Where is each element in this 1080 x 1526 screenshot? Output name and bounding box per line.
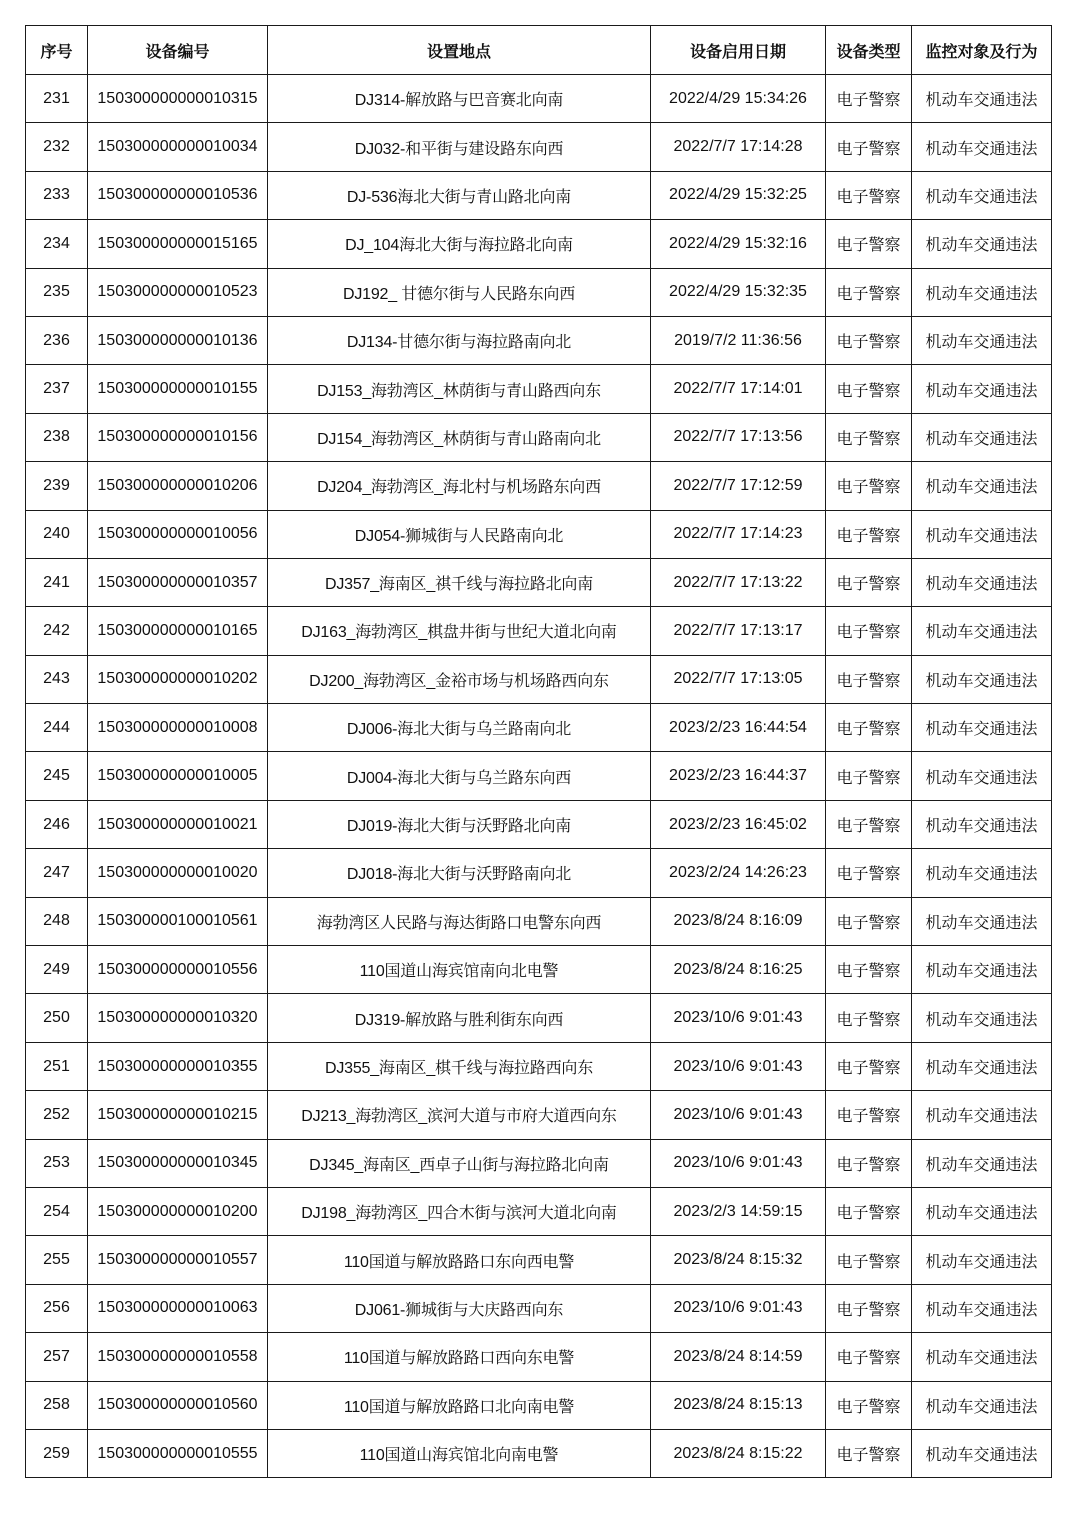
location-cell: DJ319-解放路与胜利街东向西	[268, 994, 651, 1042]
device-type-cell: 电子警察	[826, 510, 912, 558]
serial-number-cell: 242	[26, 607, 88, 655]
device-type-cell: 电子警察	[826, 752, 912, 800]
device-id-cell: 150300000000010020	[88, 849, 268, 897]
device-type-cell: 电子警察	[826, 75, 912, 123]
table-row	[26, 220, 1052, 268]
monitor-target-cell: 机动车交通违法	[912, 75, 1052, 123]
serial-number-cell: 247	[26, 849, 88, 897]
device-type-cell: 电子警察	[826, 994, 912, 1042]
location-cell: DJ018-海北大街与沃野路南向北	[268, 849, 651, 897]
enable-date-cell: 2022/7/7 17:14:01	[651, 365, 826, 413]
enable-date-cell: 2023/2/24 14:26:23	[651, 849, 826, 897]
location-cell: DJ004-海北大街与乌兰路东向西	[268, 752, 651, 800]
table-row	[26, 800, 1052, 848]
location-cell: DJ_104海北大街与海拉路北向南	[268, 220, 651, 268]
location-cell: DJ-536海北大街与青山路北向南	[268, 171, 651, 219]
monitor-target-cell: 机动车交通违法	[912, 1381, 1052, 1429]
monitor-target-cell: 机动车交通违法	[912, 1139, 1052, 1187]
device-id-cell: 150300000000010558	[88, 1333, 268, 1381]
device-id-cell: 150300000000010345	[88, 1139, 268, 1187]
enable-date-cell: 2023/8/24 8:15:22	[651, 1429, 826, 1477]
device-id-cell: 150300000000010136	[88, 316, 268, 364]
serial-number-cell: 238	[26, 413, 88, 461]
monitor-target-cell: 机动车交通违法	[912, 1091, 1052, 1139]
monitor-target-cell: 机动车交通违法	[912, 994, 1052, 1042]
monitor-target-cell: 机动车交通违法	[912, 752, 1052, 800]
device-type-cell: 电子警察	[826, 1284, 912, 1332]
device-id-cell: 150300000000010200	[88, 1187, 268, 1235]
device-id-cell: 150300000000010536	[88, 171, 268, 219]
serial-number-cell: 234	[26, 220, 88, 268]
location-cell: DJ163_海勃湾区_棋盘井街与世纪大道北向南	[268, 607, 651, 655]
location-cell: 110国道与解放路路口西向东电警	[268, 1333, 651, 1381]
serial-number-cell: 233	[26, 171, 88, 219]
serial-number-cell: 239	[26, 462, 88, 510]
monitor-target-cell: 机动车交通违法	[912, 1187, 1052, 1235]
device-table	[25, 25, 1052, 1478]
device-type-cell: 电子警察	[826, 123, 912, 171]
enable-date-cell: 2022/4/29 15:32:35	[651, 268, 826, 316]
table-header-row	[26, 26, 1052, 75]
serial-number-cell: 256	[26, 1284, 88, 1332]
enable-date-cell: 2022/7/7 17:14:23	[651, 510, 826, 558]
header-serial-number: 序号	[26, 26, 88, 75]
serial-number-cell: 250	[26, 994, 88, 1042]
enable-date-cell: 2019/7/2 11:36:56	[651, 316, 826, 364]
device-id-cell: 150300000000010320	[88, 994, 268, 1042]
monitor-target-cell: 机动车交通违法	[912, 123, 1052, 171]
device-id-cell: 150300000000010557	[88, 1236, 268, 1284]
device-id-cell: 150300000000010034	[88, 123, 268, 171]
table-row	[26, 1429, 1052, 1477]
monitor-target-cell: 机动车交通违法	[912, 704, 1052, 752]
serial-number-cell: 259	[26, 1429, 88, 1477]
location-cell: DJ355_海南区_棋千线与海拉路西向东	[268, 1042, 651, 1090]
location-cell: DJ314-解放路与巴音赛北向南	[268, 75, 651, 123]
location-cell: DJ054-狮城街与人民路南向北	[268, 510, 651, 558]
table-row	[26, 75, 1052, 123]
location-cell: 110国道与解放路路口东向西电警	[268, 1236, 651, 1284]
location-cell: 海勃湾区人民路与海达街路口电警东向西	[268, 897, 651, 945]
device-type-cell: 电子警察	[826, 655, 912, 703]
monitor-target-cell: 机动车交通违法	[912, 558, 1052, 606]
enable-date-cell: 2022/7/7 17:13:22	[651, 558, 826, 606]
device-id-cell: 150300000000010523	[88, 268, 268, 316]
serial-number-cell: 246	[26, 800, 88, 848]
device-type-cell: 电子警察	[826, 800, 912, 848]
serial-number-cell: 248	[26, 897, 88, 945]
monitor-target-cell: 机动车交通违法	[912, 1333, 1052, 1381]
device-id-cell: 150300000000010056	[88, 510, 268, 558]
location-cell: 110国道与解放路路口北向南电警	[268, 1381, 651, 1429]
table-row	[26, 268, 1052, 316]
location-cell: DJ153_海勃湾区_林荫街与青山路西向东	[268, 365, 651, 413]
enable-date-cell: 2023/2/23 16:45:02	[651, 800, 826, 848]
table-body	[26, 75, 1052, 1478]
enable-date-cell: 2023/8/24 8:15:13	[651, 1381, 826, 1429]
device-id-cell: 150300000000010156	[88, 413, 268, 461]
device-type-cell: 电子警察	[826, 316, 912, 364]
location-cell: 110国道山海宾馆北向南电警	[268, 1429, 651, 1477]
enable-date-cell: 2022/7/7 17:13:56	[651, 413, 826, 461]
table-row	[26, 752, 1052, 800]
serial-number-cell: 237	[26, 365, 88, 413]
monitor-target-cell: 机动车交通违法	[912, 1236, 1052, 1284]
enable-date-cell: 2023/2/3 14:59:15	[651, 1187, 826, 1235]
enable-date-cell: 2022/7/7 17:13:05	[651, 655, 826, 703]
monitor-target-cell: 机动车交通违法	[912, 365, 1052, 413]
device-type-cell: 电子警察	[826, 1333, 912, 1381]
monitor-target-cell: 机动车交通违法	[912, 1284, 1052, 1332]
monitor-target-cell: 机动车交通违法	[912, 655, 1052, 703]
monitor-target-cell: 机动车交通违法	[912, 607, 1052, 655]
device-id-cell: 150300000000010355	[88, 1042, 268, 1090]
monitor-target-cell: 机动车交通违法	[912, 946, 1052, 994]
location-cell: DJ032-和平街与建设路东向西	[268, 123, 651, 171]
device-id-cell: 150300000000015165	[88, 220, 268, 268]
location-cell: DJ061-狮城街与大庆路西向东	[268, 1284, 651, 1332]
device-type-cell: 电子警察	[826, 268, 912, 316]
enable-date-cell: 2023/10/6 9:01:43	[651, 1139, 826, 1187]
monitor-target-cell: 机动车交通违法	[912, 1042, 1052, 1090]
device-id-cell: 150300000000010008	[88, 704, 268, 752]
location-cell: DJ200_海勃湾区_金裕市场与机场路西向东	[268, 655, 651, 703]
enable-date-cell: 2023/10/6 9:01:43	[651, 1042, 826, 1090]
table-row	[26, 558, 1052, 606]
serial-number-cell: 244	[26, 704, 88, 752]
table-row	[26, 1381, 1052, 1429]
table-row	[26, 413, 1052, 461]
serial-number-cell: 243	[26, 655, 88, 703]
location-cell: DJ006-海北大街与乌兰路南向北	[268, 704, 651, 752]
monitor-target-cell: 机动车交通违法	[912, 1429, 1052, 1477]
device-id-cell: 150300000000010165	[88, 607, 268, 655]
location-cell: DJ154_海勃湾区_林荫街与青山路南向北	[268, 413, 651, 461]
serial-number-cell: 258	[26, 1381, 88, 1429]
table-row	[26, 316, 1052, 364]
location-cell: DJ192_ 甘德尔街与人民路东向西	[268, 268, 651, 316]
table-row	[26, 849, 1052, 897]
serial-number-cell: 241	[26, 558, 88, 606]
device-id-cell: 150300000000010155	[88, 365, 268, 413]
device-id-cell: 150300000000010556	[88, 946, 268, 994]
document-page	[25, 25, 1051, 1478]
serial-number-cell: 252	[26, 1091, 88, 1139]
device-type-cell: 电子警察	[826, 558, 912, 606]
device-type-cell: 电子警察	[826, 462, 912, 510]
serial-number-cell: 232	[26, 123, 88, 171]
table-row	[26, 946, 1052, 994]
location-cell: DJ213_海勃湾区_滨河大道与市府大道西向东	[268, 1091, 651, 1139]
device-type-cell: 电子警察	[826, 171, 912, 219]
monitor-target-cell: 机动车交通违法	[912, 268, 1052, 316]
enable-date-cell: 2023/10/6 9:01:43	[651, 1091, 826, 1139]
location-cell: DJ134-甘德尔街与海拉路南向北	[268, 316, 651, 364]
device-id-cell: 150300000000010315	[88, 75, 268, 123]
enable-date-cell: 2022/7/7 17:13:17	[651, 607, 826, 655]
serial-number-cell: 240	[26, 510, 88, 558]
device-type-cell: 电子警察	[826, 220, 912, 268]
table-row	[26, 1139, 1052, 1187]
device-type-cell: 电子警察	[826, 1139, 912, 1187]
serial-number-cell: 245	[26, 752, 88, 800]
device-type-cell: 电子警察	[826, 413, 912, 461]
monitor-target-cell: 机动车交通违法	[912, 413, 1052, 461]
table-row	[26, 1284, 1052, 1332]
serial-number-cell: 257	[26, 1333, 88, 1381]
table-row	[26, 510, 1052, 558]
serial-number-cell: 253	[26, 1139, 88, 1187]
enable-date-cell: 2022/7/7 17:14:28	[651, 123, 826, 171]
serial-number-cell: 255	[26, 1236, 88, 1284]
device-type-cell: 电子警察	[826, 1042, 912, 1090]
location-cell: DJ198_海勃湾区_四合木街与滨河大道北向南	[268, 1187, 651, 1235]
device-id-cell: 150300000000010202	[88, 655, 268, 703]
header-location: 设置地点	[268, 26, 651, 75]
table-row	[26, 994, 1052, 1042]
serial-number-cell: 251	[26, 1042, 88, 1090]
table-row	[26, 655, 1052, 703]
device-type-cell: 电子警察	[826, 704, 912, 752]
serial-number-cell: 231	[26, 75, 88, 123]
enable-date-cell: 2023/2/23 16:44:54	[651, 704, 826, 752]
monitor-target-cell: 机动车交通违法	[912, 849, 1052, 897]
serial-number-cell: 236	[26, 316, 88, 364]
table-row	[26, 171, 1052, 219]
table-row	[26, 365, 1052, 413]
enable-date-cell: 2022/4/29 15:32:16	[651, 220, 826, 268]
serial-number-cell: 254	[26, 1187, 88, 1235]
device-type-cell: 电子警察	[826, 1091, 912, 1139]
monitor-target-cell: 机动车交通违法	[912, 171, 1052, 219]
device-type-cell: 电子警察	[826, 365, 912, 413]
table-row	[26, 123, 1052, 171]
enable-date-cell: 2022/7/7 17:12:59	[651, 462, 826, 510]
monitor-target-cell: 机动车交通违法	[912, 316, 1052, 364]
enable-date-cell: 2023/10/6 9:01:43	[651, 1284, 826, 1332]
enable-date-cell: 2022/4/29 15:32:25	[651, 171, 826, 219]
device-id-cell: 150300000000010206	[88, 462, 268, 510]
device-type-cell: 电子警察	[826, 607, 912, 655]
monitor-target-cell: 机动车交通违法	[912, 800, 1052, 848]
device-type-cell: 电子警察	[826, 849, 912, 897]
device-id-cell: 150300000000010021	[88, 800, 268, 848]
enable-date-cell: 2023/8/24 8:16:09	[651, 897, 826, 945]
table-row	[26, 897, 1052, 945]
monitor-target-cell: 机动车交通违法	[912, 220, 1052, 268]
device-id-cell: 150300000100010561	[88, 897, 268, 945]
enable-date-cell: 2023/8/24 8:15:32	[651, 1236, 826, 1284]
table-row	[26, 704, 1052, 752]
table-row	[26, 607, 1052, 655]
location-cell: DJ357_海南区_祺千线与海拉路北向南	[268, 558, 651, 606]
serial-number-cell: 235	[26, 268, 88, 316]
table-row	[26, 462, 1052, 510]
device-id-cell: 150300000000010555	[88, 1429, 268, 1477]
enable-date-cell: 2023/8/24 8:16:25	[651, 946, 826, 994]
location-cell: DJ019-海北大街与沃野路北向南	[268, 800, 651, 848]
location-cell: DJ345_海南区_西卓子山街与海拉路北向南	[268, 1139, 651, 1187]
device-type-cell: 电子警察	[826, 1381, 912, 1429]
header-enable-date: 设备启用日期	[651, 26, 826, 75]
monitor-target-cell: 机动车交通违法	[912, 510, 1052, 558]
device-type-cell: 电子警察	[826, 1187, 912, 1235]
header-device-type: 设备类型	[826, 26, 912, 75]
device-id-cell: 150300000000010357	[88, 558, 268, 606]
header-device-id: 设备编号	[88, 26, 268, 75]
location-cell: 110国道山海宾馆南向北电警	[268, 946, 651, 994]
enable-date-cell: 2023/2/23 16:44:37	[651, 752, 826, 800]
table-row	[26, 1333, 1052, 1381]
table-row	[26, 1187, 1052, 1235]
device-id-cell: 150300000000010005	[88, 752, 268, 800]
enable-date-cell: 2023/8/24 8:14:59	[651, 1333, 826, 1381]
table-row	[26, 1042, 1052, 1090]
table-row	[26, 1236, 1052, 1284]
device-type-cell: 电子警察	[826, 897, 912, 945]
device-id-cell: 150300000000010560	[88, 1381, 268, 1429]
monitor-target-cell: 机动车交通违法	[912, 462, 1052, 510]
device-type-cell: 电子警察	[826, 1429, 912, 1477]
enable-date-cell: 2023/10/6 9:01:43	[651, 994, 826, 1042]
device-id-cell: 150300000000010215	[88, 1091, 268, 1139]
monitor-target-cell: 机动车交通违法	[912, 897, 1052, 945]
device-type-cell: 电子警察	[826, 1236, 912, 1284]
table-row	[26, 1091, 1052, 1139]
serial-number-cell: 249	[26, 946, 88, 994]
location-cell: DJ204_海勃湾区_海北村与机场路东向西	[268, 462, 651, 510]
enable-date-cell: 2022/4/29 15:34:26	[651, 75, 826, 123]
device-id-cell: 150300000000010063	[88, 1284, 268, 1332]
device-type-cell: 电子警察	[826, 946, 912, 994]
header-monitor-target: 监控对象及行为	[912, 26, 1052, 75]
